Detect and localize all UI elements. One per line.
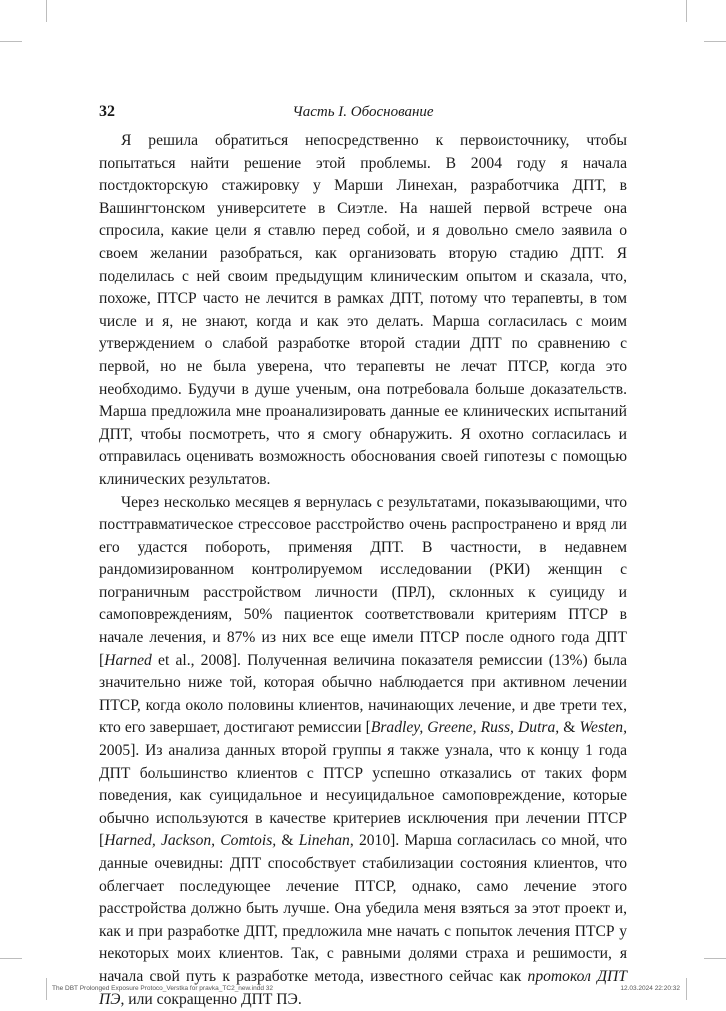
paragraph-2-text: & xyxy=(559,719,579,736)
paragraph-2-text: et al., 2008]. Полученная величина показателя ремиссии (13%) была значительно ниже той, которая обычно наблюдается при активном лечении ПТСР, когда около половины клиентов, начинающих лечение, и две трети тех, кто его завершает, достигают ремиссии [ xyxy=(99,652,627,737)
citation-author: Linehan xyxy=(299,832,350,849)
method-name: протокол ДПТ ПЭ xyxy=(99,968,627,1008)
crop-mark-right-top xyxy=(704,41,726,42)
crop-mark-bottom-left xyxy=(46,978,47,1000)
citation-author: Harned, Jackson, Comtois, xyxy=(104,832,276,849)
crop-mark-top-right xyxy=(686,0,687,22)
body-text xyxy=(99,130,627,1011)
citation-author: Bradley, Greene, Russ, Dutra, xyxy=(371,719,559,736)
crop-mark-left-bottom xyxy=(0,958,22,959)
paragraph-2-text: 2005]. Из анализа данных второй группы я также узнала, что к концу 1 года ДПТ большинство клиентов с ПТСР успешно отказались от таких форм поведения, как суицидальное и несуицидальное самоповреждение, которые обычно используются в качестве критериев исключения при лечении ПТСР [ xyxy=(99,742,627,849)
file-info: The DBT Prolonged Exposure Protoco_Verstka for pravka_TC2_new.indd 32 xyxy=(52,985,273,992)
paragraph-2 xyxy=(99,492,627,1011)
paragraph-2-text: Через несколько месяцев я вернулась с результатами, показывающими, что посттравматическое стрессовое расстройство очень распространено и вряд ли его удастся побороть, применяя ДПТ. В частности, в недавнем рандомизированном контролируемом исследовании (РКИ) женщин с пограничным расстройством личности (ПРЛ), склонных к суициду и самоповреждениям, 50% пациенток соответствовали критериям ПТСР в начале лечения, и 87% из них все еще имели ПТСР после одного года ДПТ [ xyxy=(99,494,627,669)
crop-mark-right-bottom xyxy=(704,958,726,959)
crop-mark-bottom-right xyxy=(686,978,687,1000)
running-head: Часть I. Обоснование xyxy=(0,104,726,121)
paragraph-2-text: & xyxy=(276,832,299,849)
citation-author: Harned xyxy=(104,652,152,669)
crop-mark-top-left xyxy=(46,0,47,22)
paragraph-2-text: , 2010]. Марша согласилась со мной, что данные очевидны: ДПТ способствует стабилизации состояния клиентов, что облегчает последующее лечение ПТСР, однако, само лечение этого расстройства должно быть лучше. Она убедила меня взяться за этот проект и, как и при разработке ДПТ, предложила мне начать с попыток лечения ПТСР у некоторых моих клиентов. Так, с равными долями страха и решимости, я начала свой путь к разработке метода, известного сейчас как xyxy=(99,832,627,985)
page-number: 32 xyxy=(99,103,115,121)
print-datetime: 12.03.2024 22:20:32 xyxy=(620,985,680,992)
paragraph-2-text: , или сокращенно ДПТ ПЭ. xyxy=(120,991,301,1008)
crop-mark-left-top xyxy=(0,41,22,42)
citation-author: Westen, xyxy=(579,719,627,736)
paragraph-1: Я решила обратиться непосредственно к первоисточнику, чтобы попытаться найти решение этой проблемы. В 2004 году я начала постдокторскую стажировку у Марши Линехан, разработчика ДПТ, в Вашингтонском университете в Сиэтле. На нашей первой встрече она спросила, какие цели я ставлю перед собой, и я довольно смело заявила о своем желании разобраться, как организовать вторую стадию ДПТ. Я поделилась с ней своим предыдущим клиническим опытом и сказала, что, похоже, ПТСР часто не лечится в рамках ДПТ, потому что терапевты, в том числе и я, не знают, когда и как это делать. Марша согласилась с моим утверждением о слабой разработке второй стадии ДПТ по сравнению с первой, но не была уверена, что терапевты не лечат ПТСР, когда это необходимо. Будучи в душе ученым, она потребовала больше доказательств. Марша предложила мне проанализировать данные ее клинических испытаний ДПТ, чтобы посмотреть, что я смогу обнаружить. Я охотно согласилась и отправилась оценивать возможность обоснования своей гипотезы с помощью клинических результатов. xyxy=(99,130,627,492)
